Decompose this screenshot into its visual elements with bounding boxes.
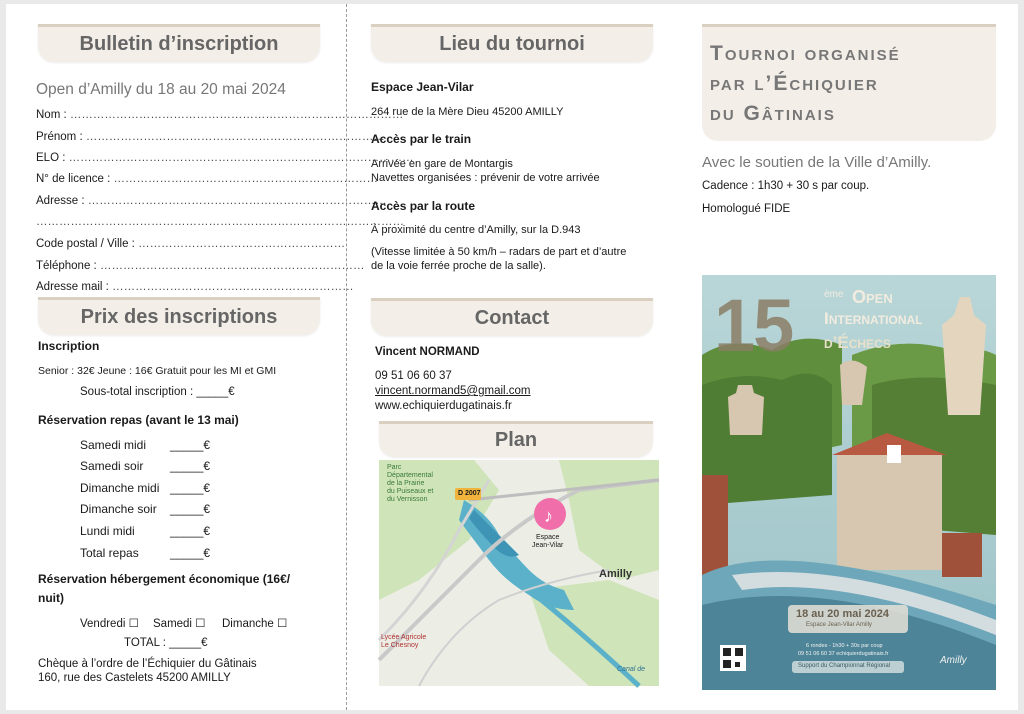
route-line-2: (Vitesse limitée à 50 km/h – radars de part et d’autre	[371, 246, 627, 258]
meal-label: Samedi soir	[80, 459, 144, 473]
homologue-line: Homologué FIDE	[702, 203, 791, 215]
hebergement-heading-2: nuit)	[38, 591, 64, 605]
meal-row[interactable]	[80, 546, 280, 560]
hebergement-heading-1: Réservation hébergement économique (16€/	[38, 572, 291, 586]
poster-signature: Amilly	[940, 655, 967, 666]
park-label: Parc Départemental de la Prairie du Puiseaux et du Vernisson	[387, 464, 434, 503]
contact-phone: 09 51 06 60 37	[375, 370, 452, 382]
poster-eme: ème	[824, 289, 844, 300]
poster-lieu: Espace Jean-Vilar Amilly	[806, 622, 872, 628]
prix-header: Prix des inscriptions	[38, 297, 320, 335]
poster-dates: 18 au 20 mai 2024	[796, 608, 889, 620]
form-field-dots: ……………………………………………………………………	[85, 131, 385, 143]
meal-blank: _____€	[170, 481, 211, 495]
route-heading: Accès par la route	[371, 199, 476, 213]
meal-row[interactable]	[80, 481, 280, 495]
meal-blank: _____€	[170, 546, 211, 560]
cheque-line-1: Chèque à l’ordre de l’Échiquier du Gâtinais	[38, 658, 257, 670]
venue-address: 264 rue de la Mère Dieu 45200 AMILLY	[371, 106, 564, 118]
poster-echecs: d’Échecs	[824, 333, 891, 352]
form-field-dots: ………………………………………………	[138, 238, 346, 250]
poster-international: International	[824, 309, 923, 328]
bulletin-header: Bulletin d’inscription	[38, 24, 320, 62]
open-line: Open d’Amilly du 18 au 20 mai 2024	[36, 81, 286, 98]
meal-label: Total repas	[80, 546, 139, 560]
poster-open: Open	[852, 287, 893, 307]
meal-label: Dimanche midi	[80, 481, 160, 495]
meal-row[interactable]	[80, 502, 280, 516]
meal-label: Samedi midi	[80, 438, 147, 452]
night-dimanche: Dimanche ☐	[222, 618, 288, 630]
lycee-label: Lycée Agricole Le Chesnoy	[381, 634, 427, 649]
lieu-header: Lieu du tournoi	[371, 24, 653, 62]
canal-label: Canal de	[617, 666, 646, 673]
form-field[interactable]	[36, 152, 414, 164]
form-field[interactable]	[36, 238, 346, 250]
meal-blank: _____€	[170, 438, 211, 452]
poster-contact: 09 51 06 60 37 echiquierdugatinais.fr	[798, 651, 889, 657]
plan-header: Plan	[379, 421, 653, 457]
form-field-label: Code postal / Ville :	[36, 238, 135, 250]
sous-total: Sous-total inscription : _____€	[80, 386, 235, 398]
tournament-title: Tournoi organisé par l’Échiquier du Gâtinais	[710, 42, 901, 125]
title-box	[702, 24, 996, 141]
form-field-label: ELO :	[36, 152, 66, 164]
night-vendredi: Vendredi ☐	[80, 618, 139, 630]
meal-blank: _____€	[170, 459, 211, 473]
form-field[interactable]	[36, 216, 404, 228]
form-field[interactable]	[36, 173, 378, 185]
form-field-dots: ………………………………………………………	[112, 281, 354, 293]
cheque-line-2: 160, rue des Castelets 45200 AMILLY	[38, 672, 231, 684]
form-field-label: Adresse :	[36, 195, 85, 207]
town-label: Amilly	[599, 568, 633, 580]
soutien-line: Avec le soutien de la Ville d’Amilly.	[702, 154, 932, 171]
form-field-label: Adresse mail :	[36, 281, 109, 293]
meal-row[interactable]	[80, 524, 280, 538]
venue-map-label: Espace Jean-Vilar	[532, 534, 564, 549]
tournament-poster	[702, 275, 996, 690]
form-field-dots: ……………………………………………………………	[113, 173, 378, 185]
night-samedi: Samedi ☐	[153, 618, 206, 630]
road-label: D 2007	[458, 490, 481, 497]
form-field-label: Téléphone :	[36, 260, 97, 272]
meal-label: Dimanche soir	[80, 502, 157, 516]
venue-name: Espace Jean-Vilar	[371, 80, 474, 94]
contact-name: Vincent NORMAND	[375, 346, 480, 358]
venue-column	[346, 4, 676, 710]
contact-header: Contact	[371, 298, 653, 336]
meal-label: Lundi midi	[80, 524, 135, 538]
form-field[interactable]	[36, 281, 354, 293]
meal-row[interactable]	[80, 459, 280, 473]
train-heading: Accès par le train	[371, 132, 472, 146]
meal-row[interactable]	[80, 438, 280, 452]
route-line-1: À proximité du centre d’Amilly, sur la D.943	[371, 224, 581, 236]
form-field-label: Nom :	[36, 109, 67, 121]
inscription-heading: Inscription	[38, 339, 100, 353]
svg-text:♪: ♪	[544, 506, 553, 526]
form-field-label: N° de licence :	[36, 173, 111, 185]
map[interactable]	[379, 460, 659, 686]
form-field-dots: ……………………………………………………………………………	[69, 109, 404, 121]
contact-website[interactable]: www.echiquierdugatinais.fr	[375, 400, 512, 412]
poster-number: 15	[714, 284, 793, 367]
train-line-2: Navettes organisées : prévenir de votre arrivée	[371, 172, 600, 184]
form-field-label: Prénom :	[36, 131, 83, 143]
form-field-dots: ………………………………………………………………………………	[68, 152, 414, 164]
form-field[interactable]	[36, 131, 385, 143]
route-line-3: de la voie ferrée proche de la salle).	[371, 260, 546, 272]
form-field-dots: ……………………………………………………………………………………	[36, 216, 404, 228]
repas-heading: Réservation repas (avant le 13 mai)	[38, 413, 239, 427]
form-field[interactable]	[36, 195, 387, 207]
tarifs-text: Senior : 32€ Jeune : 16€ Gratuit pour les MI et GMI	[38, 365, 277, 377]
form-field[interactable]	[36, 109, 404, 121]
form-field-dots: ……………………………………………………………………	[87, 195, 387, 207]
meal-blank: _____€	[170, 524, 211, 538]
cadence-line: Cadence : 1h30 + 30 s par coup.	[702, 180, 870, 192]
info-column	[676, 4, 1018, 710]
total-line: TOTAL : _____€	[124, 637, 208, 649]
train-line-1: Arrivée en gare de Montargis	[371, 158, 513, 170]
poster-rondes: 6 rondes - 1h30 + 30s par coup	[806, 643, 883, 649]
form-field-dots: ……………………………………………………………	[99, 260, 365, 272]
meal-blank: _____€	[170, 502, 211, 516]
form-field[interactable]	[36, 260, 365, 272]
contact-email[interactable]: vincent.normand5@gmail.com	[375, 385, 531, 397]
poster-support: Support du Championnat Régional	[798, 663, 891, 669]
brochure-page	[6, 4, 1018, 710]
